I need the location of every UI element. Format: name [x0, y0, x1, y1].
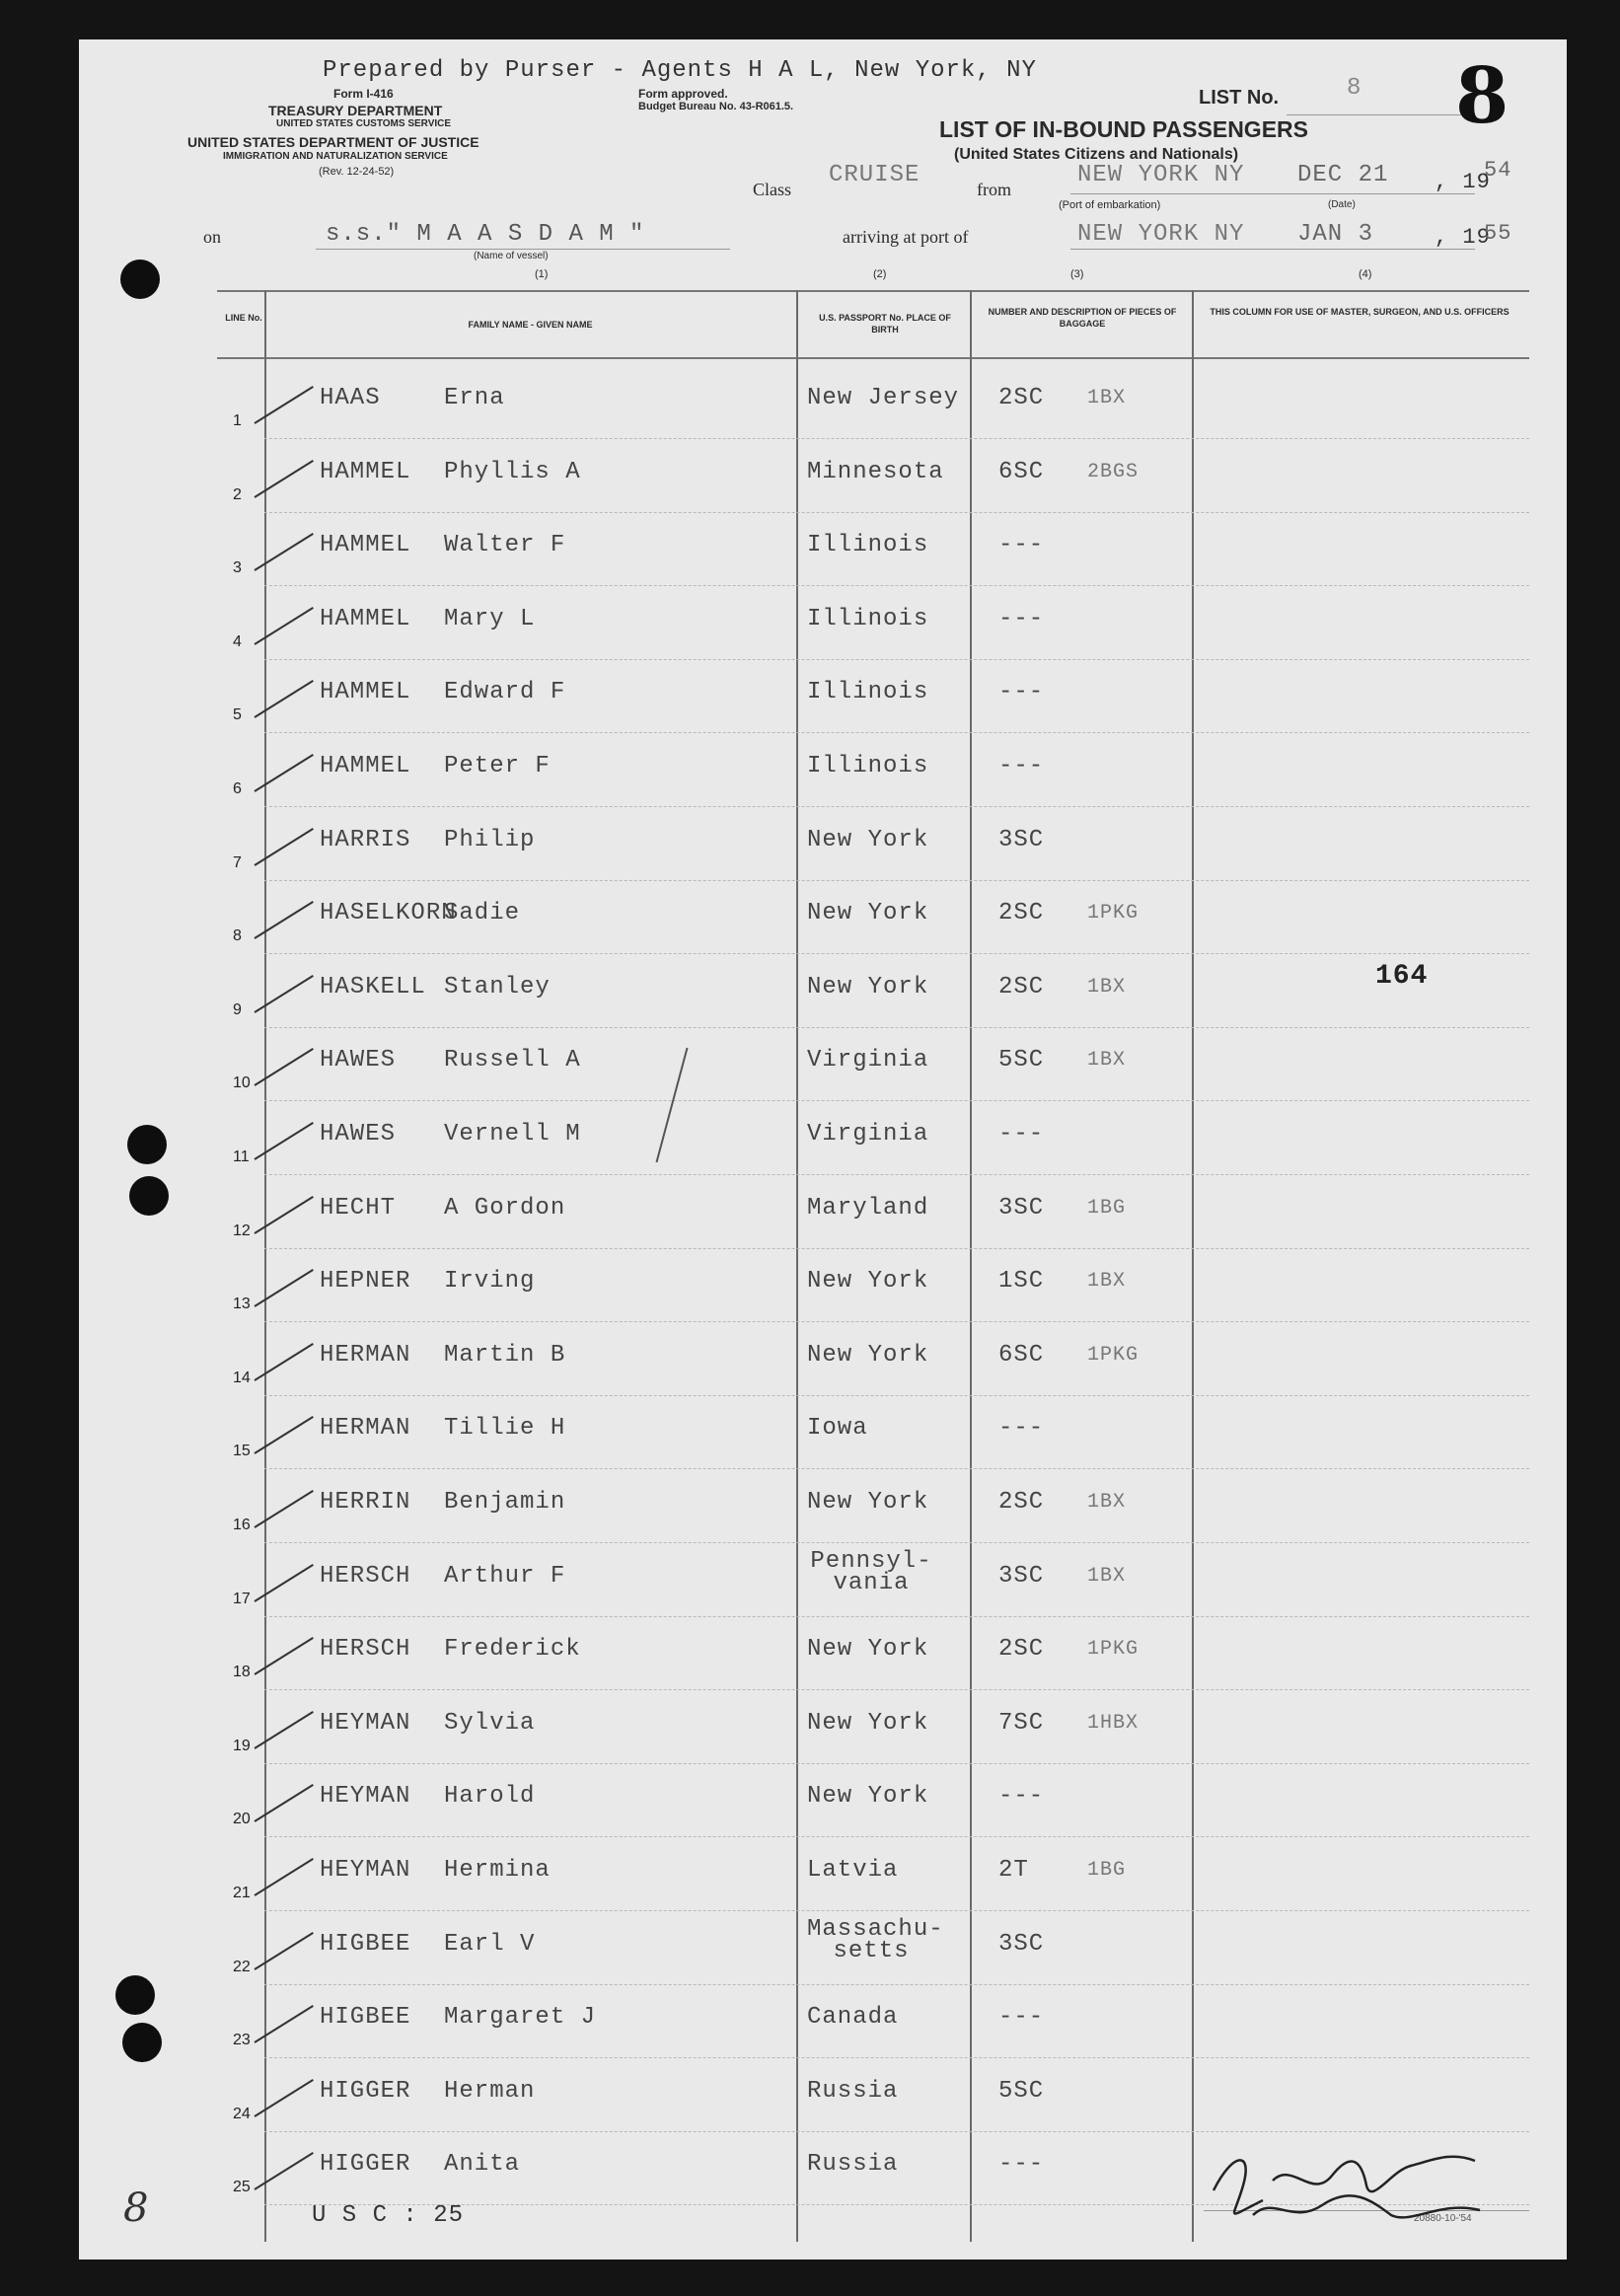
line-number: 18 [233, 1664, 251, 1681]
check-mark-icon [254, 533, 313, 571]
officer-signature-icon [1194, 2131, 1490, 2230]
place-of-birth: Russia [807, 2151, 899, 2179]
baggage-count: --- [998, 1783, 1045, 1811]
baggage-count: 6SC [998, 1341, 1045, 1369]
table-row [79, 954, 1567, 1028]
table-top-rule [217, 290, 1529, 292]
family-name: HASKELL [320, 973, 426, 1000]
place-of-birth: Massachu-setts [807, 1915, 944, 1964]
list-no-value: 8 [1347, 75, 1362, 102]
line-number: 23 [233, 2032, 251, 2049]
given-name: Phyllis A [444, 458, 581, 485]
binder-hole [129, 1176, 169, 1216]
baggage-count: 2T [998, 1857, 1029, 1884]
line-number: 13 [233, 1296, 251, 1313]
place-of-birth: Pennsyl-vania [810, 1547, 932, 1596]
form-number: Form I-416 [333, 87, 394, 101]
family-name: HIGBEE [320, 1930, 411, 1958]
col-header-passport: U.S. PASSPORT No. PLACE OF BIRTH [819, 313, 951, 334]
place-of-birth: Latvia [807, 1857, 899, 1884]
treasury-department: TREASURY DEPARTMENT [268, 103, 443, 118]
family-name: HAMMEL [320, 679, 411, 706]
list-no-label: LIST No. [1199, 87, 1280, 109]
from-underline [1070, 193, 1475, 194]
check-mark-icon [254, 1564, 313, 1602]
table-row [79, 807, 1567, 881]
given-name: Harold [444, 1783, 536, 1811]
usc-total: U S C : 25 [312, 2202, 465, 2229]
list-no-underline [1287, 114, 1464, 115]
line-number: 4 [233, 632, 242, 650]
baggage-count: 5SC [998, 1047, 1045, 1074]
check-mark-icon [254, 386, 313, 424]
baggage-extra: 1BG [1087, 1859, 1127, 1882]
baggage-extra: 1BX [1087, 387, 1127, 409]
line-number: 8 [233, 927, 242, 945]
line-number: 1 [233, 412, 242, 429]
baggage-extra: 1HBX [1087, 1711, 1140, 1735]
table-row [79, 1690, 1567, 1764]
immigration-service: IMMIGRATION AND NATURALIZATION SERVICE [223, 151, 448, 162]
customs-service: UNITED STATES CUSTOMS SERVICE [276, 118, 452, 129]
baggage-count: 2SC [998, 385, 1045, 411]
place-of-birth: New York [807, 1341, 929, 1369]
family-name: HAMMEL [320, 532, 411, 559]
col-header-officers: THIS COLUMN FOR USE OF MASTER, SURGEON, AND U.S. OFFICERS [1210, 307, 1510, 317]
family-name: HIGGER [320, 2077, 411, 2105]
family-name: HERRIN [320, 1489, 411, 1516]
place-of-birth: Canada [807, 2004, 899, 2032]
place-of-birth: Illinois [807, 532, 929, 559]
col-number-3: (3) [1070, 268, 1084, 280]
binder-hole [120, 259, 160, 299]
check-mark-icon [254, 828, 313, 866]
line-number: 6 [233, 780, 242, 797]
line-number: 2 [233, 485, 242, 503]
col-header-line-no: LINE No. [225, 313, 262, 323]
given-name: Walter F [444, 532, 566, 559]
table-row [79, 880, 1567, 954]
place-of-birth: Minnesota [807, 458, 944, 485]
place-of-birth: Virginia [807, 1121, 929, 1148]
place-of-birth: New York [807, 826, 929, 853]
table-header-rule [217, 357, 1529, 359]
place-of-birth: New York [807, 1783, 929, 1811]
check-mark-icon [254, 2152, 313, 2190]
given-name: Sadie [444, 900, 521, 927]
place-of-birth: New York [807, 1489, 929, 1516]
baggage-count: --- [998, 2004, 1045, 2032]
date-caption: (Date) [1328, 199, 1356, 210]
page-number: 8 [1455, 51, 1510, 141]
given-name: Earl V [444, 1930, 536, 1958]
check-mark-icon [254, 754, 313, 792]
line-number: 5 [233, 706, 242, 724]
baggage-extra: 1BX [1087, 1049, 1127, 1073]
from-year-suffix: 54 [1484, 158, 1512, 183]
baggage-count: --- [998, 2151, 1045, 2179]
baggage-count: 2SC [998, 973, 1045, 1000]
family-name: HEYMAN [320, 1857, 411, 1884]
place-of-birth: Iowa [807, 1415, 868, 1443]
baggage-extra: 1BX [1087, 1491, 1127, 1514]
budget-bureau: Budget Bureau No. 43-R061.5. [638, 101, 794, 112]
col-header-baggage: NUMBER AND DESCRIPTION OF PIECES OF BAGGAGE [988, 307, 1177, 329]
line-number: 15 [233, 1443, 251, 1460]
form-approved: Form approved. [638, 87, 728, 101]
baggage-count: 3SC [998, 1194, 1045, 1222]
check-mark-icon [254, 460, 313, 498]
table-row [79, 1175, 1567, 1249]
family-name: HERMAN [320, 1415, 411, 1443]
check-mark-icon [254, 1490, 313, 1528]
family-name: HARRIS [320, 826, 411, 853]
baggage-count: 3SC [998, 1930, 1045, 1958]
given-name: Stanley [444, 973, 551, 1000]
table-row [79, 1322, 1567, 1396]
vessel-caption: (Name of vessel) [474, 251, 549, 261]
baggage-count: 3SC [998, 826, 1045, 853]
baggage-count: 1SC [998, 1268, 1045, 1296]
check-mark-icon [254, 1637, 313, 1675]
print-code: 20880-10-'54 [1414, 2213, 1472, 2224]
col-number-2: (2) [873, 268, 887, 280]
baggage-count: --- [998, 1415, 1045, 1443]
table-row [79, 733, 1567, 807]
table-row [79, 1469, 1567, 1543]
given-name: Herman [444, 2077, 536, 2105]
vessel-underline [316, 249, 730, 250]
baggage-count: --- [998, 1121, 1045, 1148]
baggage-extra: 1BG [1087, 1196, 1127, 1220]
port-embark-caption: (Port of embarkation) [1059, 199, 1161, 211]
place-of-birth: Russia [807, 2077, 899, 2105]
table-row [79, 1101, 1567, 1175]
line-number: 14 [233, 1369, 251, 1386]
line-number: 7 [233, 853, 242, 871]
table-row [79, 1027, 1567, 1101]
check-mark-icon [254, 1048, 313, 1086]
place-of-birth: New Jersey [807, 385, 960, 411]
check-mark-icon [254, 1122, 313, 1160]
family-name: HEYMAN [320, 1709, 411, 1737]
check-mark-icon [254, 975, 313, 1013]
family-name: HASELKORN [320, 900, 457, 927]
vessel-value: s.s." M A A S D A M " [326, 221, 645, 248]
family-name: HIGGER [320, 2151, 411, 2179]
baggage-count: 3SC [998, 1562, 1045, 1590]
check-mark-icon [254, 1196, 313, 1234]
arriving-value: NEW YORK NY [1077, 221, 1245, 248]
class-label: Class [753, 180, 792, 199]
line-number: 22 [233, 1958, 251, 1975]
family-name: HAAS [320, 385, 381, 411]
from-date: DEC 21 [1297, 162, 1389, 188]
binder-hole [122, 2023, 162, 2062]
table-row [79, 1763, 1567, 1837]
table-row [79, 1248, 1567, 1322]
baggage-count: --- [998, 605, 1045, 632]
line-number: 11 [233, 1148, 250, 1165]
given-name: Anita [444, 2151, 521, 2179]
family-name: HERSCH [320, 1636, 411, 1664]
place-of-birth: New York [807, 1268, 929, 1296]
officer-note: 164 [1375, 961, 1429, 992]
table-row [79, 1984, 1567, 2058]
handwritten-8: 8 [123, 2185, 149, 2231]
line-number: 16 [233, 1517, 251, 1533]
baggage-count: --- [998, 679, 1045, 706]
place-of-birth: New York [807, 1636, 929, 1664]
line-number: 17 [233, 1590, 251, 1607]
family-name: HAWES [320, 1047, 397, 1074]
check-mark-icon [254, 1784, 313, 1822]
baggage-count: --- [998, 532, 1045, 559]
given-name: Russell A [444, 1047, 581, 1074]
table-row [79, 439, 1567, 513]
family-name: HIGBEE [320, 2004, 411, 2032]
family-name: HECHT [320, 1194, 397, 1222]
department-of-justice: UNITED STATES DEPARTMENT OF JUSTICE [187, 134, 479, 150]
baggage-count: 2SC [998, 1636, 1045, 1664]
check-mark-icon [254, 2079, 313, 2117]
from-value: NEW YORK NY [1077, 162, 1245, 188]
baggage-extra: 1PKG [1087, 902, 1140, 926]
family-name: HAWES [320, 1121, 397, 1148]
family-name: HAMMEL [320, 458, 411, 485]
given-name: Tillie H [444, 1415, 566, 1443]
given-name: Edward F [444, 679, 566, 706]
family-name: HERSCH [320, 1562, 411, 1590]
place-of-birth: Maryland [807, 1194, 929, 1222]
given-name: Sylvia [444, 1709, 536, 1737]
place-of-birth: New York [807, 1709, 929, 1737]
baggage-count: --- [998, 753, 1045, 779]
baggage-extra: 1BX [1087, 1270, 1127, 1294]
baggage-extra: 1PKG [1087, 1343, 1140, 1367]
arriving-label: arriving at port of [843, 227, 969, 247]
line-number: 21 [233, 1885, 251, 1901]
baggage-count: 6SC [998, 458, 1045, 485]
given-name: Margaret J [444, 2004, 597, 2032]
baggage-extra: 1BX [1087, 975, 1127, 999]
line-number: 9 [233, 1000, 242, 1018]
col-header-name: FAMILY NAME - GIVEN NAME [468, 320, 593, 330]
line-number: 25 [233, 2179, 251, 2196]
check-mark-icon [254, 1711, 313, 1749]
family-name: HEPNER [320, 1268, 411, 1296]
given-name: Erna [444, 385, 505, 411]
arriving-date: JAN 3 [1297, 221, 1374, 248]
check-mark-icon [254, 2005, 313, 2043]
given-name: Arthur F [444, 1562, 566, 1590]
table-row [79, 1395, 1567, 1469]
given-name: Martin B [444, 1341, 566, 1369]
list-title: LIST OF IN-BOUND PASSENGERS [939, 116, 1308, 142]
place-of-birth: Illinois [807, 753, 929, 779]
arriving-year-suffix: 55 [1484, 221, 1512, 246]
given-name: Philip [444, 826, 536, 853]
list-subtitle: (United States Citizens and Nationals) [954, 146, 1239, 163]
given-name: Vernell M [444, 1121, 581, 1148]
table-row [79, 1911, 1567, 1985]
from-label: from [977, 180, 1011, 199]
check-mark-icon [254, 901, 313, 939]
given-name: Mary L [444, 605, 536, 632]
place-of-birth: New York [807, 973, 929, 1000]
given-name: Peter F [444, 753, 551, 779]
baggage-count: 2SC [998, 1489, 1045, 1516]
baggage-extra: 1BX [1087, 1564, 1127, 1588]
table-row [79, 586, 1567, 660]
line-number: 20 [233, 1811, 251, 1828]
baggage-count: 2SC [998, 900, 1045, 927]
col-number-1: (1) [535, 268, 549, 280]
family-name: HERMAN [320, 1341, 411, 1369]
table-row [79, 659, 1567, 733]
from-year-prefix: , 19 [1435, 170, 1491, 194]
table-row [79, 1616, 1567, 1690]
prepared-by: Prepared by Purser - Agents H A L, New York, NY [323, 57, 1037, 84]
given-name: A Gordon [444, 1194, 566, 1222]
binder-hole [115, 1975, 155, 2015]
table-row [79, 365, 1567, 439]
given-name: Benjamin [444, 1489, 566, 1516]
line-number: 3 [233, 559, 242, 577]
col-number-4: (4) [1359, 268, 1372, 280]
given-name: Hermina [444, 1857, 551, 1884]
line-number: 24 [233, 2105, 251, 2122]
baggage-extra: 2BGS [1087, 460, 1140, 483]
place-of-birth: New York [807, 900, 929, 927]
family-name: HAMMEL [320, 605, 411, 632]
check-mark-icon [254, 1932, 313, 1970]
table-row [79, 512, 1567, 586]
baggage-count: 7SC [998, 1709, 1045, 1737]
document-sheet [79, 39, 1567, 2259]
place-of-birth: Illinois [807, 605, 929, 632]
on-label: on [203, 227, 221, 247]
arriving-year-prefix: , 19 [1435, 225, 1491, 250]
check-mark-icon [254, 607, 313, 645]
check-mark-icon [254, 1343, 313, 1381]
check-mark-icon [254, 1269, 313, 1307]
line-number: 10 [233, 1074, 251, 1092]
given-name: Frederick [444, 1636, 581, 1664]
given-name: Irving [444, 1268, 536, 1296]
family-name: HAMMEL [320, 753, 411, 779]
class-value: CRUISE [829, 162, 920, 188]
baggage-extra: 1PKG [1087, 1638, 1140, 1662]
line-number: 19 [233, 1737, 251, 1754]
baggage-count: 5SC [998, 2077, 1045, 2105]
table-row [79, 1543, 1567, 1617]
place-of-birth: Illinois [807, 679, 929, 706]
check-mark-icon [254, 1416, 313, 1454]
table-row [79, 1837, 1567, 1911]
place-of-birth: Virginia [807, 1047, 929, 1074]
check-mark-icon [254, 680, 313, 718]
table-row [79, 2058, 1567, 2132]
arriving-underline [1070, 249, 1475, 250]
binder-hole [127, 1125, 167, 1164]
family-name: HEYMAN [320, 1783, 411, 1811]
line-number: 12 [233, 1222, 251, 1239]
revision-date: (Rev. 12-24-52) [319, 166, 395, 178]
check-mark-icon [254, 1858, 313, 1896]
